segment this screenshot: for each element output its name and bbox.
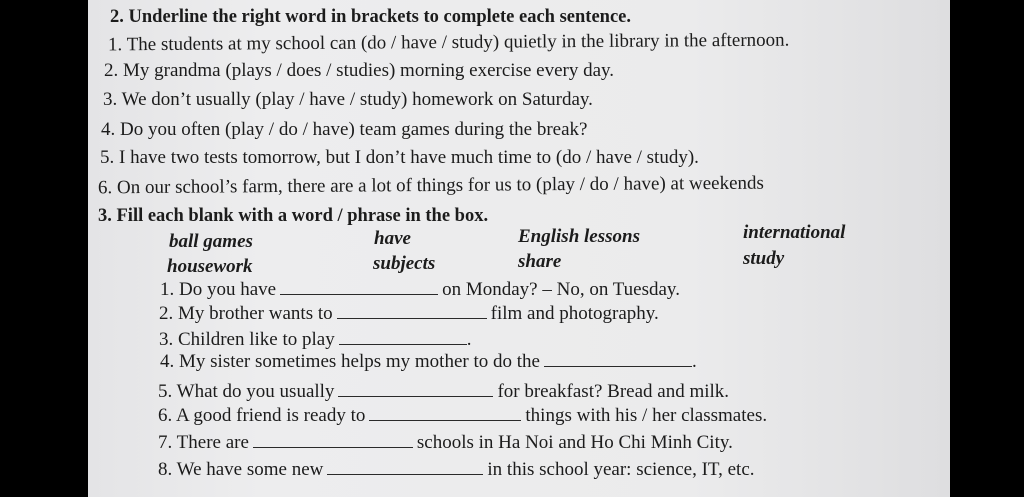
item-text: 8. We have some new <box>158 459 324 480</box>
exercise-3-item-4 <box>160 351 697 373</box>
word-box-item: English lessons <box>518 226 640 247</box>
item-text: film and photography. <box>490 303 659 324</box>
item-text: for breakfast? Bread and milk. <box>497 381 730 402</box>
answer-blank[interactable] <box>280 280 438 295</box>
exercise-2-heading: 2. Underline the right word in brackets to complete each sentence. <box>110 7 631 27</box>
item-text: . <box>466 329 472 350</box>
word-box-item: share <box>518 251 562 272</box>
exercise-3-item-1 <box>160 279 680 301</box>
exercise-3-item-6 <box>158 405 767 427</box>
answer-blank[interactable] <box>369 406 521 421</box>
item-text: 5. What do you usually <box>158 381 335 402</box>
exercise-3-item-7 <box>158 432 733 454</box>
item-text: in this school year: science, IT, etc. <box>487 459 755 480</box>
answer-blank[interactable] <box>339 330 467 345</box>
word-box-item: study <box>743 248 785 269</box>
item-text: 7. There are <box>158 432 249 453</box>
answer-blank[interactable] <box>253 433 413 448</box>
item-text: 3. Children like to play <box>159 329 335 350</box>
exercise-3-item-2 <box>159 303 659 325</box>
exercise-2-item-6: 6. On our school’s farm, there are a lot of things for us to (play / do / have) at weekends <box>97 172 764 199</box>
exercise-3-item-3 <box>159 329 471 351</box>
item-text: 4. My sister sometimes helps my mother to do the <box>160 351 540 372</box>
exercise-3-item-5 <box>158 381 729 403</box>
item-text: 1. Do you have <box>160 279 277 300</box>
item-text: on Monday? – No, on Tuesday. <box>442 279 680 300</box>
word-box-item: ball games <box>169 231 253 252</box>
word-box-item: housework <box>167 256 253 277</box>
item-text: . <box>691 351 697 372</box>
answer-blank[interactable] <box>327 460 483 475</box>
answer-blank[interactable] <box>338 382 493 397</box>
exercise-2-item-1: 1. The students at my school can (do / have / study) quietly in the library in the afternoon. <box>107 29 790 56</box>
item-text: schools in Ha Noi and Ho Chi Minh City. <box>416 432 733 453</box>
exercise-2-item-4: 4. Do you often (play / do / have) team games during the break? <box>101 119 588 140</box>
item-text: things with his / her classmates. <box>525 405 768 426</box>
worksheet-page <box>88 0 950 497</box>
exercise-2-item-3: 3. We don’t usually (play / have / study) homework on Saturday. <box>103 89 593 110</box>
answer-blank[interactable] <box>544 352 692 367</box>
word-box-item: have <box>374 228 411 249</box>
word-box-item: international <box>743 222 846 243</box>
exercise-3-heading: 3. Fill each blank with a word / phrase in the box. <box>98 206 489 226</box>
item-text: 6. A good friend is ready to <box>158 405 366 426</box>
item-text: 2. My brother wants to <box>159 303 333 324</box>
exercise-2-item-5: 5. I have two tests tomorrow, but I don’t have much time to (do / have / study). <box>100 147 699 168</box>
word-box-item: subjects <box>373 253 436 274</box>
exercise-2-item-2: 2. My grandma (plays / does / studies) morning exercise every day. <box>104 60 615 81</box>
answer-blank[interactable] <box>337 304 487 319</box>
exercise-3-item-8 <box>158 459 755 481</box>
